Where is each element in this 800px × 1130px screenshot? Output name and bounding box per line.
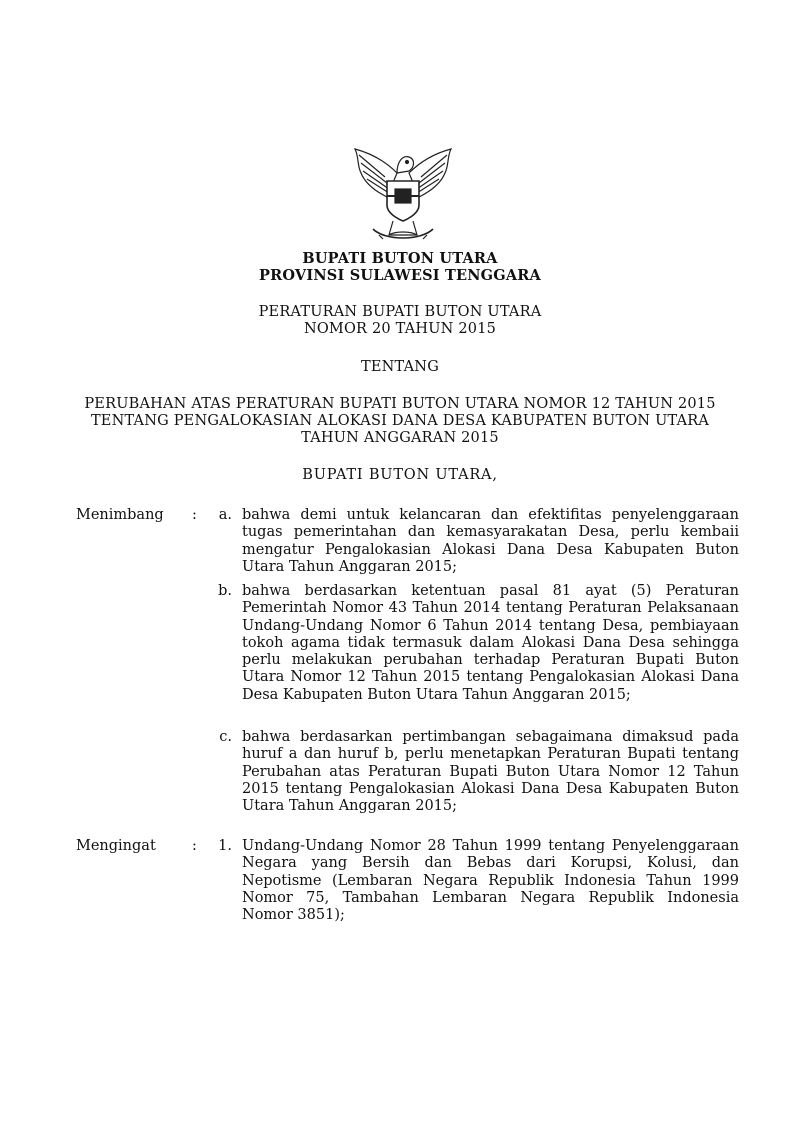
mengingat-item-1: Undang-Undang Nomor 28 Tahun 1999 tentang Penyelenggaraan Negara yang Bersih dan Bebas dari Korupsi, Kolusi, dan Nepotisme (Lembaran Negara Republik Indonesia Tahun 1999 Nomor 75, Tambahan Lembaran Negara Republik Indonesia Nomor 3851); (242, 838, 739, 924)
subject-line1: PERUBAHAN ATAS PERATURAN BUPATI BUTON UTARA NOMOR 12 TAHUN 2015 (84, 396, 716, 412)
header-line1: BUPATI BUTON UTARA (302, 250, 498, 267)
subject-line2: TENTANG PENGALOKASIAN ALOKASI DANA DESA KABUPATEN BUTON UTARA (90, 413, 710, 429)
regulation-number: NOMOR 20 TAHUN 2015 (303, 321, 497, 337)
garuda-emblem-icon (345, 143, 461, 243)
menimbang-item-b: bahwa berdasarkan ketentuan pasal 81 ayat (5) Peraturan Pemerintah Nomor 43 Tahun 2014 tentang Peraturan Pelaksanaan Undang-Undang Nomor 6 Tahun 2014 tentang Desa, pembiayaan tokoh agama tidak termasuk dalam Alokasi Dana Desa sehingga perlu melakukan perubahan terhadap Peraturan Bupati Buton Utara Nomor 12 Tahun 2015 tentang Pengalokasian Alokasi Dana Desa Kabupaten Buton Utara Tahun Anggaran 2015; (242, 583, 739, 703)
tentang-heading: TENTANG (361, 359, 439, 375)
menimbang-marker-a: a. (218, 507, 232, 523)
menimbang-label: Menimbang (76, 507, 164, 523)
mengingat-marker-1: 1. (218, 838, 232, 854)
mengingat-label: Mengingat (76, 838, 156, 854)
regulation-title: PERATURAN BUPATI BUTON UTARA (258, 304, 542, 320)
subject-line3: TAHUN ANGGARAN 2015 (301, 430, 499, 446)
menimbang-marker-c: c. (219, 729, 232, 745)
menimbang-marker-b: b. (218, 583, 232, 599)
menimbang-item-c: bahwa berdasarkan pertimbangan sebagaimana dimaksud pada huruf a dan huruf b, perlu menetapkan Peraturan Bupati tentang Perubahan atas Peraturan Bupati Buton Utara Nomor 12 Tahun 2015 tentang Pengalokasian Alokasi Dana Desa Kabupaten Buton Utara Tahun Anggaran 2015; (242, 729, 739, 815)
enacting-authority: BUPATI BUTON UTARA, (302, 467, 498, 483)
menimbang-colon: : (192, 507, 197, 523)
menimbang-item-a: bahwa demi untuk kelancaran dan efektifitas penyelenggaraan tugas pemerintahan dan kemasyarakatan Desa, perlu kembaii mengatur Pengalokasian Alokasi Dana Desa Kabupaten Buton Utara Tahun Anggaran 2015; (242, 507, 739, 575)
mengingat-colon: : (192, 838, 197, 854)
header-line2: PROVINSI SULAWESI TENGGARA (258, 267, 541, 284)
